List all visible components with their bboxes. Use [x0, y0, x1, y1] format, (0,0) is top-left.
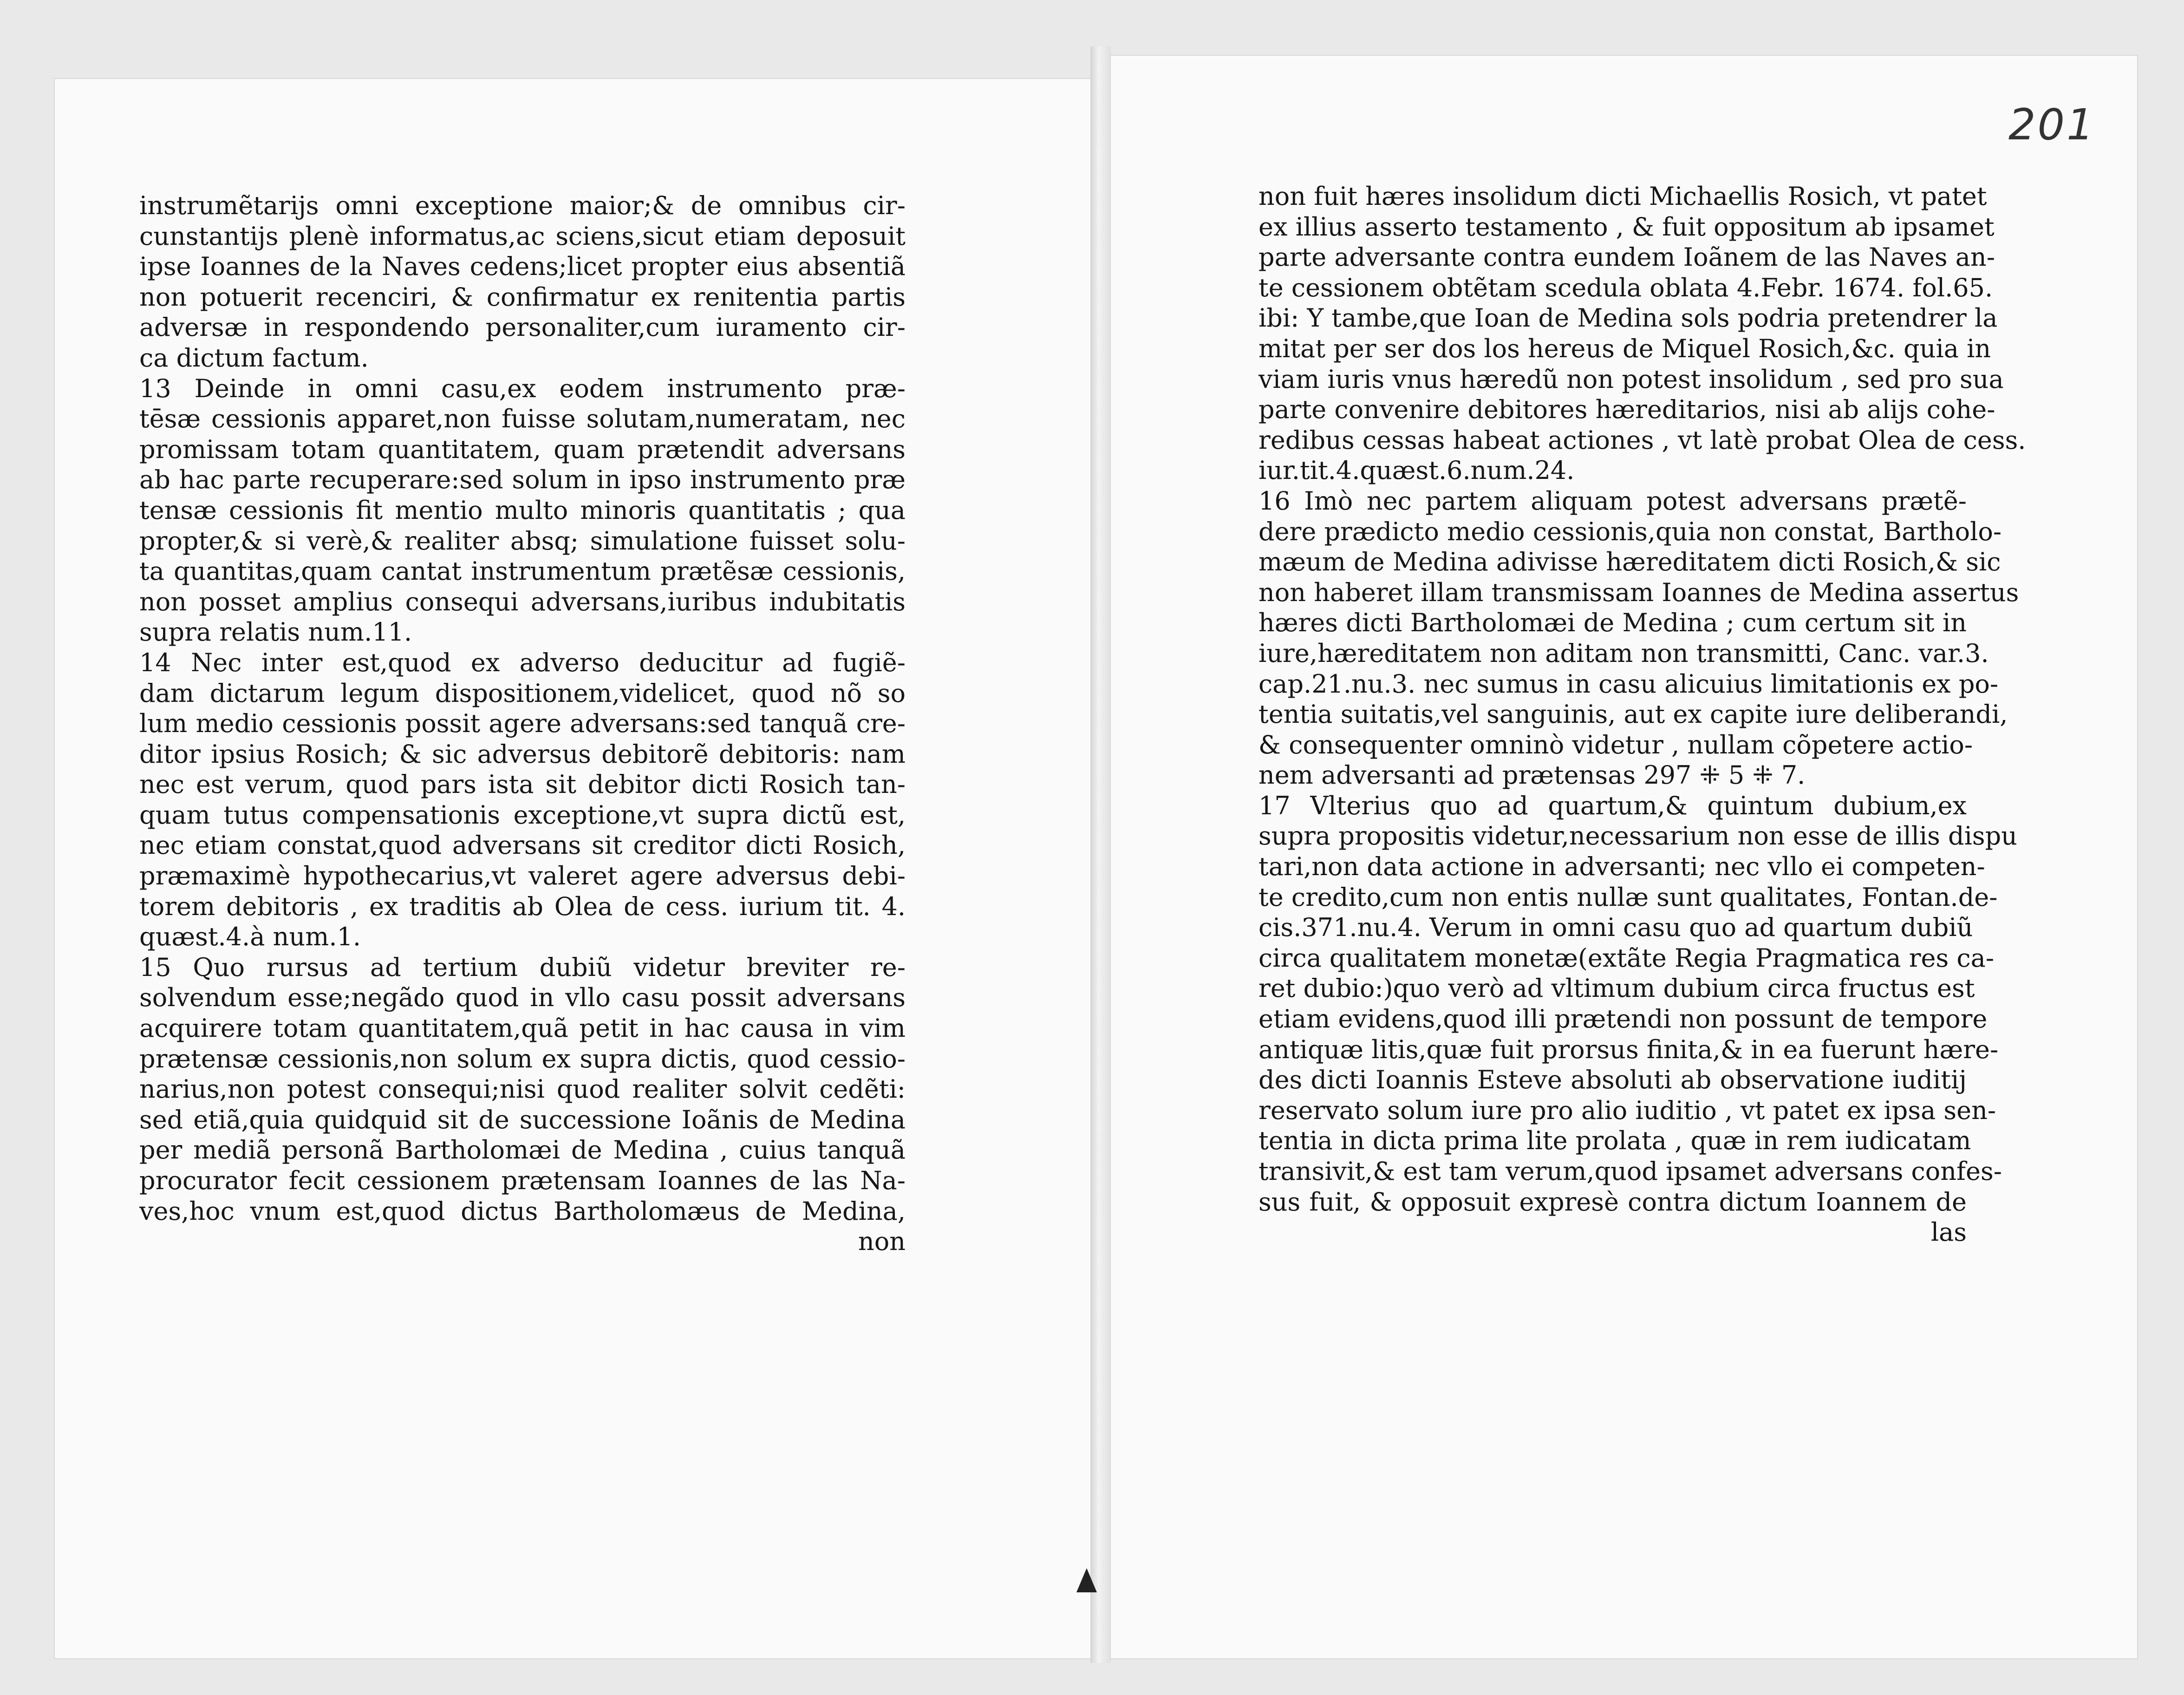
text-line: sed etiã,quia quidquid sit de successione Ioãnis de Medina — [139, 1105, 906, 1134]
text-line: ta quantitas,quam cantat instrumentum prætẽsæ cessionis, — [139, 556, 906, 586]
text-line: acquirere totam quantitatem,quã petit in hac causa in vim — [139, 1014, 906, 1043]
text-line: adversæ in respondendo personaliter,cum iuramento cir- — [139, 313, 906, 342]
right-page-text — [1258, 181, 2026, 1248]
text-line: reservato solum iure pro alio iuditio , vt patet ex ipsa sen- — [1258, 1095, 1996, 1125]
text-line: supra relatis num.11. — [139, 617, 412, 647]
text-line: te credito,cum non entis nullæ sunt qualitates, Fontan.de- — [1258, 882, 1998, 912]
text-line: per mediã personã Bartholomæi de Medina , cuius tanquã — [139, 1135, 906, 1165]
text-line: 15 Quo rursus ad tertium dubiũ videtur breviter re- — [139, 952, 906, 982]
text-line: parte adversante contra eundem Ioãnem de las Naves an- — [1258, 242, 1995, 272]
text-line: ibi: Y tambe,que Ioan de Medina sols podria pretendrer la — [1258, 303, 1998, 333]
text-line: mæum de Medina adivisse hæreditatem dicti Rosich,& sic — [1258, 547, 2001, 577]
text-line: propter,& si verè,& realiter absq; simulatione fuisset solu- — [139, 526, 906, 556]
text-line: transivit,& est tam verum,quod ipsamet adversans confes- — [1258, 1157, 2002, 1186]
text-line: 14 Nec inter est,quod ex adverso deducitur ad fugiẽ- — [139, 648, 906, 677]
text-line: nem adversanti ad prætensas 297 ⁜ 5 ⁜ 7. — [1258, 760, 1806, 790]
text-line: viam iuris vnus hæredũ non potest insolidum , sed pro sua — [1258, 364, 2004, 394]
text-line: cis.371.nu.4. Verum in omni casu quo ad quartum dubiũ — [1258, 913, 1973, 942]
text-line: non — [858, 1227, 906, 1257]
text-line: non fuit hæres insolidum dicti Michaellis Rosich, vt patet — [1258, 182, 1987, 211]
text-line: instrumẽtarijs omni exceptione maior;& de omnibus cir- — [139, 191, 906, 220]
folio-number: 201 — [2008, 100, 2096, 150]
text-line: 16 Imò nec partem aliquam potest adversans prætẽ- — [1258, 486, 1967, 516]
text-line: narius,non potest consequi;nisi quod realiter solvit cedẽti: — [139, 1074, 906, 1104]
text-line: nec etiam constat,quod adversans sit creditor dicti Rosich, — [139, 831, 906, 860]
text-line: dam dictarum legum dispositionem,videlicet, quod nõ so — [139, 678, 906, 708]
text-line: ditor ipsius Rosich; & sic adversus debitorẽ debitoris: nam — [139, 739, 906, 769]
text-line: lum medio cessionis possit agere adversans:sed tanquã cre- — [139, 709, 906, 739]
text-line: circa qualitatem monetæ(extãte Regia Pragmatica res ca- — [1258, 943, 1995, 973]
text-line: præmaximè hypothecarius,vt valeret agere adversus debi- — [139, 861, 906, 891]
text-line: cunstantijs plenè informatus,ac sciens,sicut etiam deposuit — [139, 221, 906, 251]
text-line: tentia suitatis,vel sanguinis, aut ex capite iure deliberandi, — [1258, 700, 2008, 729]
text-line: ret dubio:)quo verò ad vltimum dubium circa fructus est — [1258, 974, 1975, 1003]
text-line: ex illius asserto testamento , & fuit oppositum ab ipsamet — [1258, 212, 1995, 242]
text-line: non posset amplius consequi adversans,iuribus indubitatis — [139, 587, 906, 616]
text-line: supra propositis videtur,necessarium non esse de illis dispu — [1258, 821, 2017, 851]
text-line: des dicti Ioannis Esteve absoluti ab observatione iuditij — [1258, 1065, 1967, 1095]
text-line: promissam totam quantitatem, quam prætendit adversans — [139, 434, 906, 464]
text-line: tensæ cessionis fit mentio multo minoris quantitatis ; qua — [139, 495, 906, 525]
text-line: tari,non data actione in adversanti; nec vllo ei competen- — [1258, 852, 1985, 882]
text-line: torem debitoris , ex traditis ab Olea de cess. iurium tit. 4. — [139, 891, 906, 921]
text-line: quæst.4.à num.1. — [139, 922, 361, 952]
text-line: redibus cessas habeat actiones , vt latè probat Olea de cess. — [1258, 425, 2026, 455]
text-line: & consequenter omninò videtur , nullam cõpetere actio- — [1258, 730, 1973, 759]
text-line: etiam evidens,quod illi prætendi non possunt de tempore — [1258, 1004, 1988, 1034]
text-line: ipse Ioannes de la Naves cedens;licet propter eius absentiã — [139, 252, 906, 281]
text-line: 13 Deinde in omni casu,ex eodem instrumento præ- — [139, 373, 906, 403]
text-line: iur.tit.4.quæst.6.num.24. — [1258, 456, 1575, 485]
text-line: nec est verum, quod pars ista sit debitor dicti Rosich tan- — [139, 770, 906, 799]
text-line: non haberet illam transmissam Ioannes de Medina assertus — [1258, 577, 2019, 607]
text-line: solvendum esse;negãdo quod in vllo casu possit adversans — [139, 983, 906, 1013]
text-line: prætensæ cessionis,non solum ex supra dictis, quod cessio- — [139, 1044, 906, 1073]
text-line: parte convenire debitores hæreditarios, nisi ab alijs cohe- — [1258, 395, 1995, 425]
text-line: dere prædicto medio cessionis,quia non constat, Bartholo- — [1258, 517, 2002, 546]
text-line: quam tutus compensationis exceptione,vt supra dictũ est, — [139, 800, 906, 830]
text-line: 17 Vlterius quo ad quartum,& quintum dubium,ex — [1258, 791, 1967, 820]
text-line: cap.21.nu.3. nec sumus in casu alicuius limitationis ex po- — [1258, 669, 1999, 699]
text-line: tentia in dicta prima lite prolata , quæ in rem iudicatam — [1258, 1126, 1971, 1156]
text-line: tēsæ cessionis apparet,non fuisse solutam,numeratam, nec — [139, 404, 906, 434]
text-line: non potuerit recenciri, & confirmatur ex renitentia partis — [139, 282, 906, 312]
text-line: antiquæ litis,quæ fuit prorsus finita,& in ea fuerunt hære- — [1258, 1034, 1999, 1064]
text-line: iure,hæreditatem non aditam non transmitti, Canc. var.3. — [1258, 638, 1989, 668]
text-line: las — [1930, 1217, 1967, 1247]
text-line: ves,hoc vnum est,quod dictus Bartholomæus de Medina, — [139, 1196, 906, 1226]
text-line: ab hac parte recuperare:sed solum in ipso instrumento præ — [139, 465, 906, 495]
text-line: hæres dicti Bartholomæi de Medina ; cum certum sit in — [1258, 608, 1967, 638]
text-line: ca dictum factum. — [139, 343, 369, 373]
text-line: te cessionem obtẽtam scedula oblata 4.Febr. 1674. fol.65. — [1258, 273, 1993, 302]
text-line: procurator fecit cessionem prætensam Ioannes de las Na- — [139, 1166, 906, 1195]
left-page-text — [139, 190, 906, 1257]
binding-mark-icon — [1076, 1568, 1097, 1592]
book-gutter — [1090, 46, 1111, 1663]
text-line: mitat per ser dos los hereus de Miquel Rosich,&c. quia in — [1258, 334, 1991, 363]
text-line: sus fuit, & opposuit expresè contra dictum Ioannem de — [1258, 1187, 1967, 1217]
